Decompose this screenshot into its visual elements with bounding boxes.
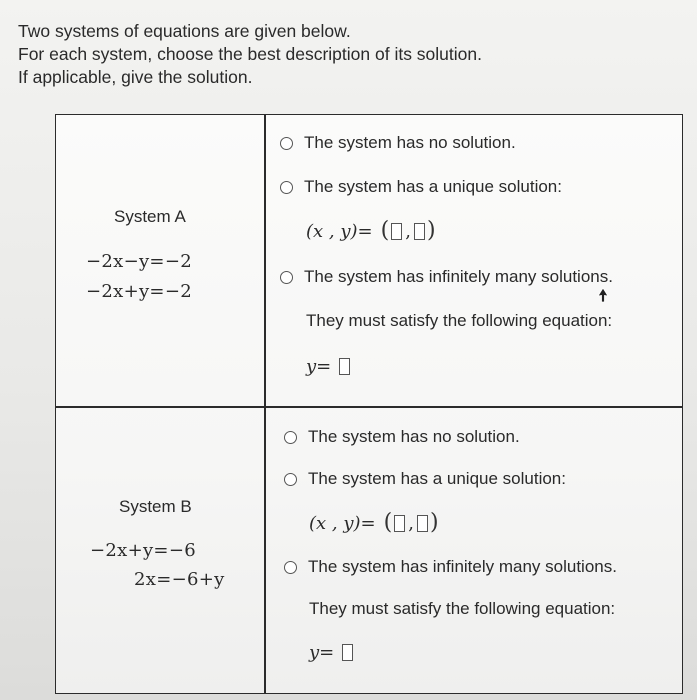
option-label: The system has infinitely many solutions.: [308, 557, 617, 576]
system-b-equation-input[interactable]: [342, 644, 353, 661]
close-paren: ): [429, 510, 439, 535]
system-a-pair-answer: [306, 220, 436, 242]
open-paren: (: [380, 218, 390, 243]
option-label: The system has a unique solution:: [304, 177, 562, 196]
radio-button[interactable]: [284, 561, 297, 574]
system-a-equation-2: −2x+y=−2: [86, 281, 192, 302]
instructions: [18, 20, 482, 89]
system-a-satisfy-text: They must satisfy the following equation:: [306, 311, 613, 330]
system-b-y-equation: [309, 642, 355, 663]
system-a-equation-input[interactable]: [339, 358, 350, 375]
system-b-x-input[interactable]: [394, 515, 405, 532]
option-label: The system has no solution.: [304, 133, 516, 152]
table-divider-vertical: [264, 115, 266, 693]
system-b-equation-1: −2x+y=−6: [90, 540, 196, 561]
table-divider-horizontal: [56, 406, 682, 408]
instruction-line-2: For each system, choose the best description of its solution.: [18, 44, 482, 64]
system-a-option-unique[interactable]: [280, 177, 562, 197]
systems-table: [55, 114, 683, 694]
pair-label: (x , y)=: [306, 220, 373, 242]
radio-button[interactable]: [284, 431, 297, 444]
mouse-pointer-icon: [596, 287, 610, 305]
system-a-x-input[interactable]: [391, 223, 402, 240]
open-paren: (: [383, 510, 393, 535]
comma: ,: [408, 512, 414, 534]
system-a-equation-1: −2x−y=−2: [86, 251, 192, 272]
system-a-title: System A: [114, 207, 186, 226]
radio-button[interactable]: [280, 137, 293, 150]
system-a-y-equation: [306, 356, 352, 377]
radio-button[interactable]: [280, 271, 293, 284]
option-label: The system has a unique solution:: [308, 469, 566, 488]
system-b-option-unique[interactable]: [284, 469, 566, 489]
radio-button[interactable]: [284, 473, 297, 486]
system-a-y-input[interactable]: [414, 223, 425, 240]
system-b-pair-answer: [309, 512, 439, 534]
radio-button[interactable]: [280, 181, 293, 194]
y-label: y=: [306, 356, 332, 377]
close-paren: ): [426, 218, 436, 243]
system-b-option-infinite[interactable]: [284, 557, 617, 577]
system-a-option-infinite[interactable]: [280, 267, 613, 287]
system-b-option-no-solution[interactable]: [284, 427, 520, 447]
system-b-equation-2: 2x=−6+y: [134, 569, 225, 590]
pair-label: (x , y)=: [309, 512, 376, 534]
instruction-line-1: Two systems of equations are given below.: [18, 21, 351, 41]
instruction-line-3: If applicable, give the solution.: [18, 67, 253, 87]
option-label: The system has no solution.: [308, 427, 520, 446]
comma: ,: [405, 220, 411, 242]
option-label: The system has infinitely many solutions.: [304, 267, 613, 286]
system-a-option-no-solution[interactable]: [280, 133, 516, 153]
system-b-satisfy-text: They must satisfy the following equation:: [309, 599, 616, 618]
y-label: y=: [309, 642, 335, 663]
system-b-y-input[interactable]: [417, 515, 428, 532]
system-b-title: System B: [119, 497, 192, 516]
